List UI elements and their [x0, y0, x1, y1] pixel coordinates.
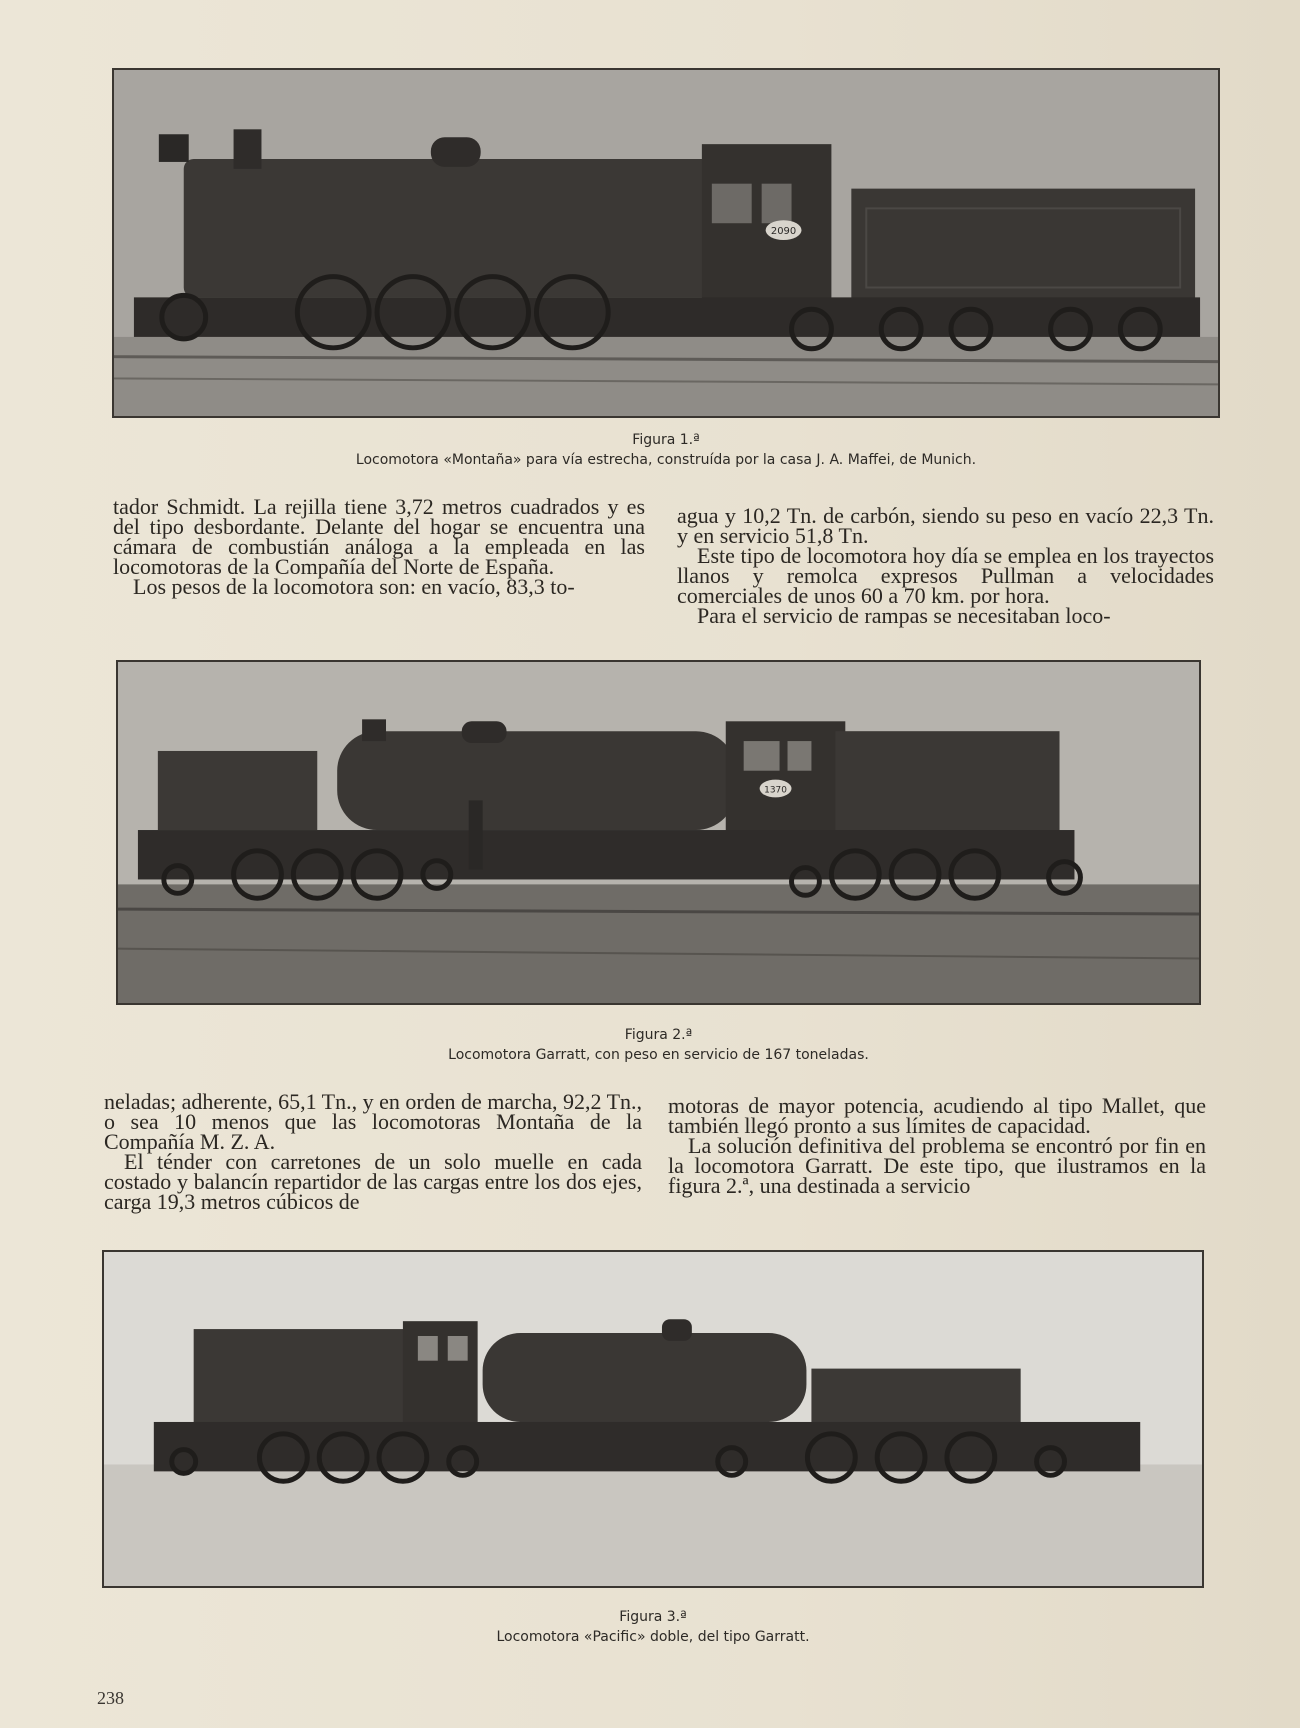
paragraph: El ténder con carretones de un solo muelle en cada costado y balancín repartidor de las cargas entre los dos ejes, carga 19,3 metros cúbicos de [104, 1149, 642, 1214]
figure-2-number-plate: 1370 [764, 785, 787, 796]
paragraph: Para el servicio de rampas se necesitaban loco- [697, 603, 1111, 628]
figure-2-label: Figura 2.ª [624, 1027, 693, 1043]
text-block-2-right [668, 1093, 1206, 1198]
paragraph: neladas; adherente, 65,1 Tn., y en orden de marcha, 92,2 Tn., o sea 10 menos que las locomotoras Montaña de la Compañía M. Z. A. [104, 1089, 643, 1154]
paragraph: agua y 10,2 Tn. de carbón, siendo su peso en vacío 22,3 Tn. y en servicio 51,8 Tn. [677, 503, 1214, 548]
figure-3-label: Figura 3.ª [619, 1609, 687, 1625]
figure-2-photo [116, 660, 1201, 1005]
page-number: 238 [97, 1688, 124, 1708]
figure-3-caption-text: Locomotora «Pacific» doble, del tipo Garratt. [496, 1629, 810, 1645]
figure-1-caption-text: Locomotora «Montaña» para vía estrecha, construída por la casa J. A. Maffei, de Munich. [355, 452, 977, 468]
text-block-1-left [113, 494, 645, 599]
figure-3-photo [102, 1250, 1204, 1588]
figure-1-photo [112, 68, 1220, 418]
text-block-2-left [104, 1089, 643, 1214]
figure-3-caption [102, 1607, 1204, 1647]
paragraph: motoras de mayor potencia, acudiendo al tipo Mallet, que también llegó pronto a sus límites de capacidad. [668, 1093, 1206, 1138]
figure-1-number-plate: 2090 [770, 226, 797, 238]
figure-1-caption [112, 430, 1220, 470]
figure-2-caption-text: Locomotora Garratt, con peso en servicio de 167 toneladas. [448, 1047, 869, 1063]
paragraph: La solución definitiva del problema se encontró por fin en la locomotora Garratt. De este tipo, que ilustramos en la figura 2.ª, una destinada a servicio [668, 1133, 1206, 1198]
figure-1-label: Figura 1.ª [632, 432, 700, 448]
paragraph: tador Schmidt. La rejilla tiene 3,72 metros cuadrados y es del tipo desbordante. Delante del hogar se encuentra una cámara de combustián análoga a la empleada en las locomotoras de la Compañía del Norte de España. [113, 494, 645, 579]
paragraph: Los pesos de la locomotora son: en vacío, 83,3 to- [133, 574, 575, 599]
paragraph: Este tipo de locomotora hoy día se emplea en los trayectos llanos y remolca expresos Pullman a velocidades comerciales de unos 60 a 70 km. por hora. [677, 543, 1214, 608]
text-block-1-right [677, 503, 1214, 628]
figure-2-caption [116, 1025, 1201, 1065]
